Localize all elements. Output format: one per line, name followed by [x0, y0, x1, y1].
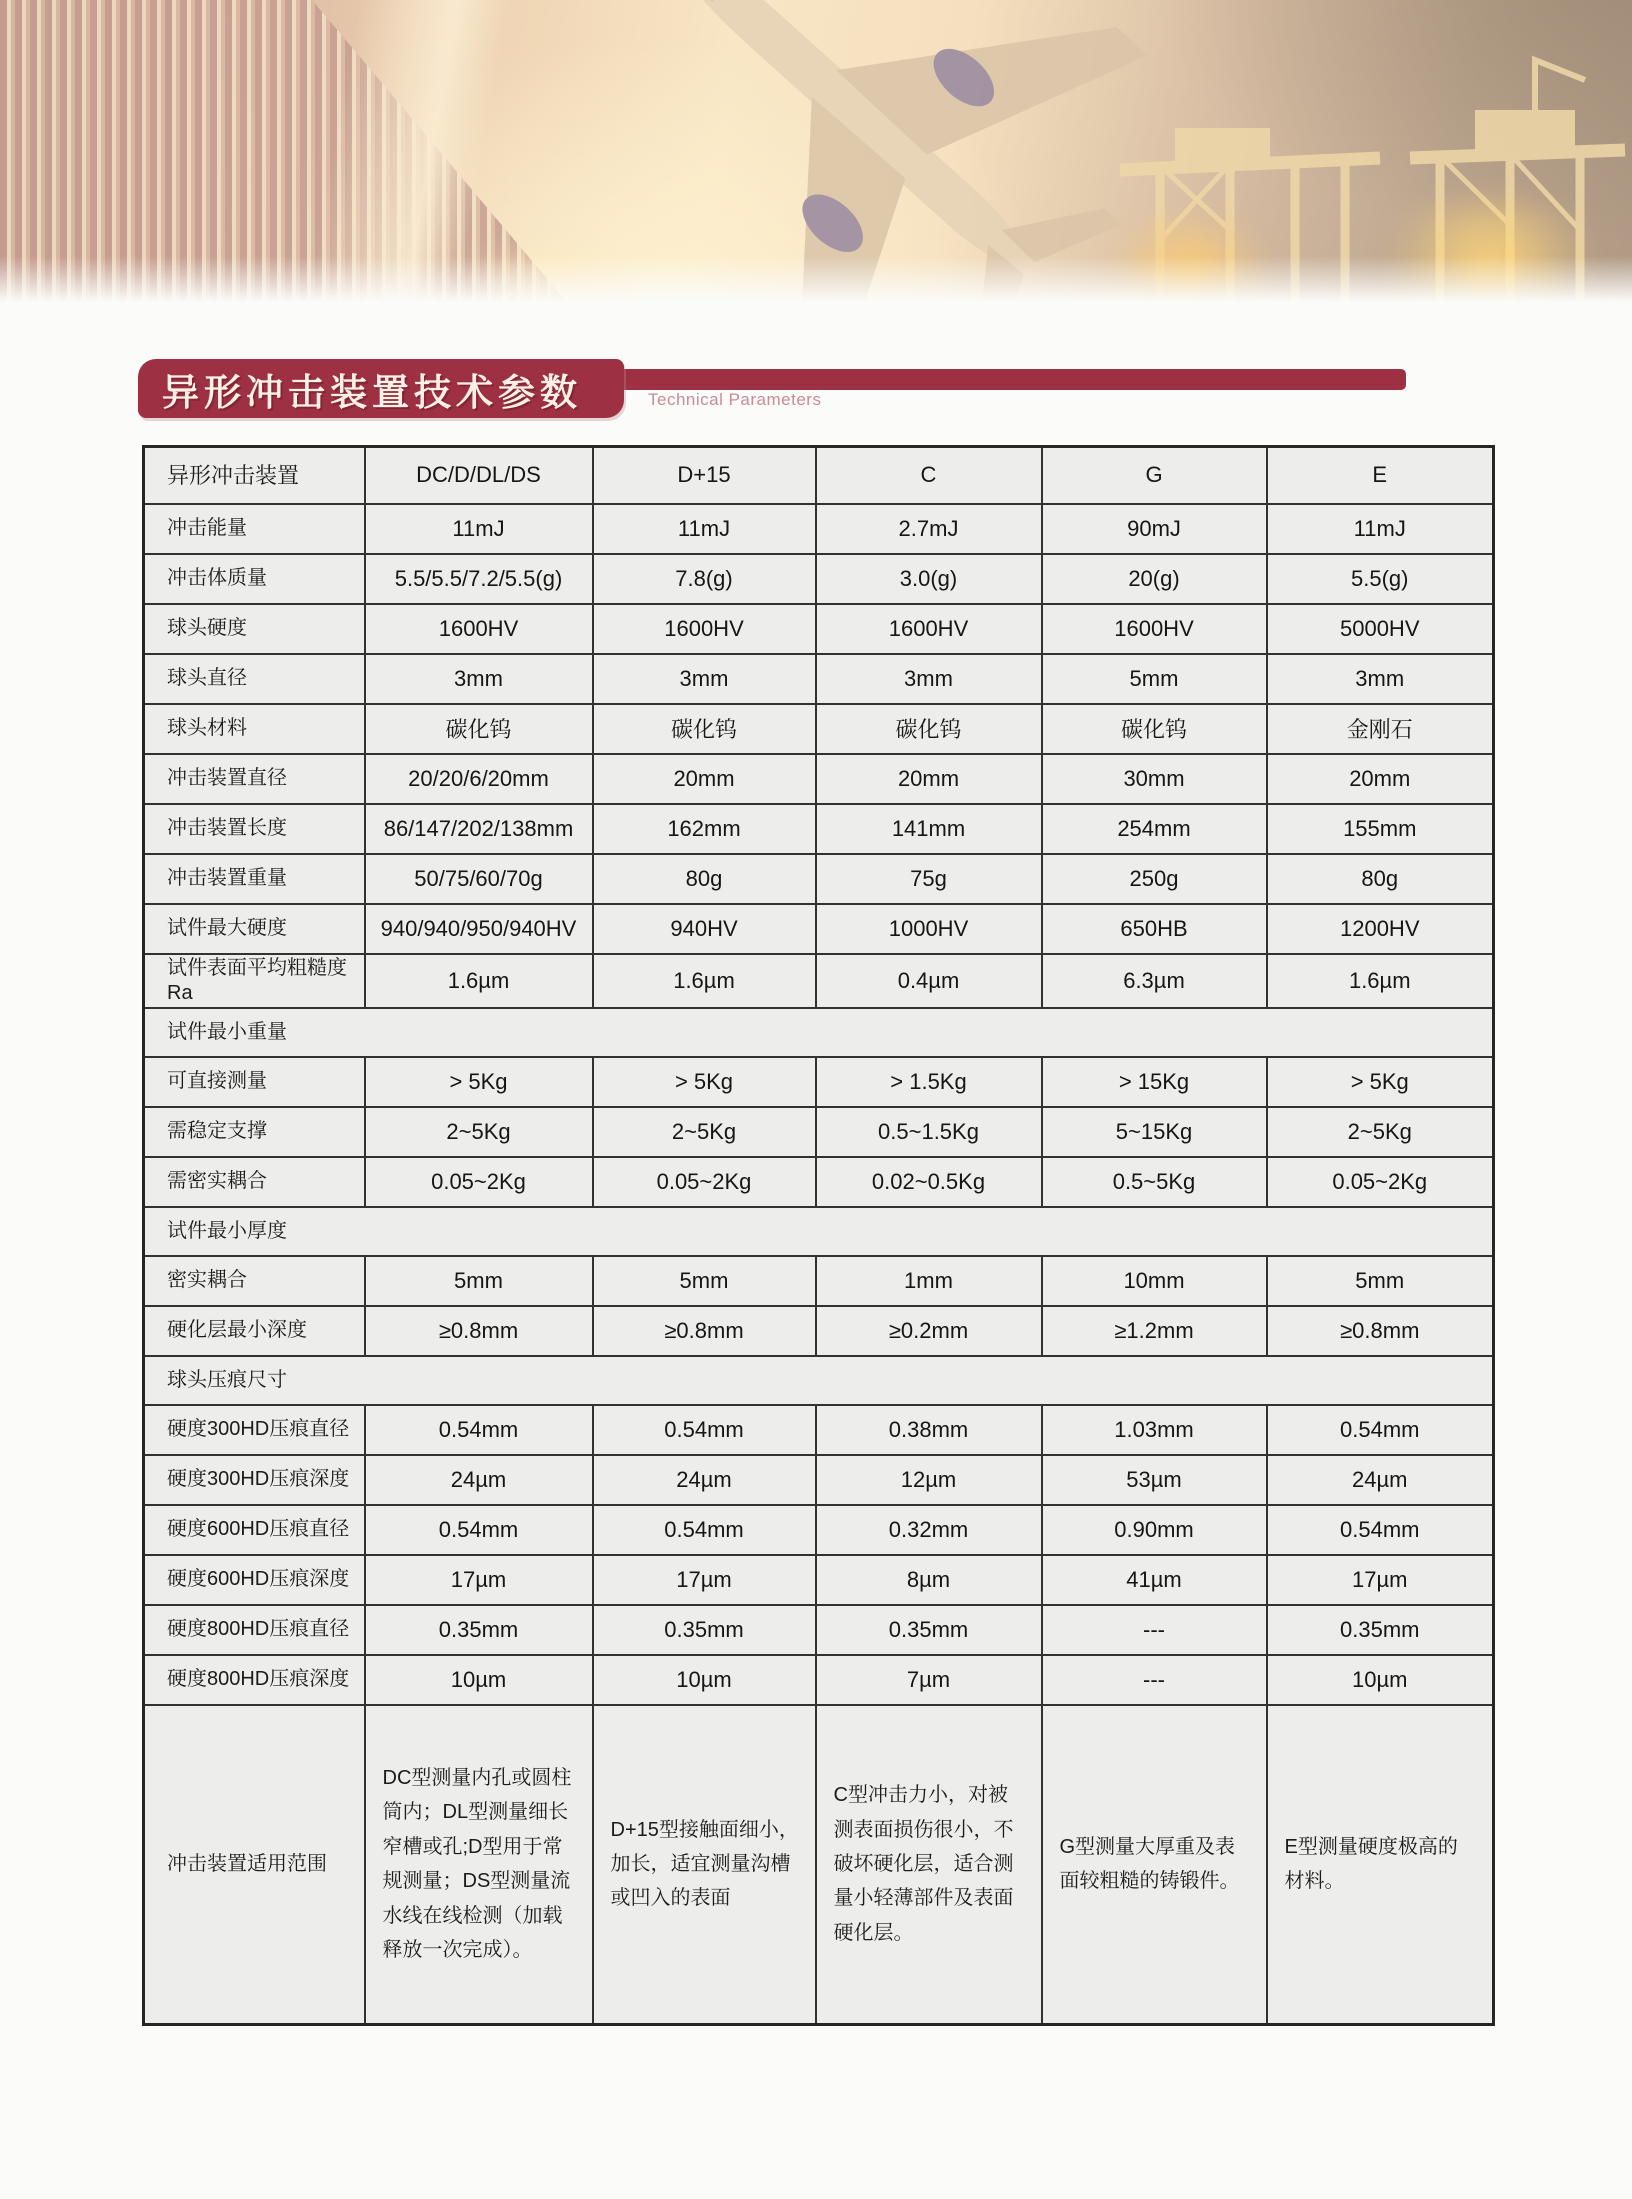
- table-row: [144, 1107, 1494, 1157]
- table-row: [144, 704, 1494, 754]
- table-row: [144, 1555, 1494, 1605]
- table-cell: 5mm: [593, 1256, 816, 1306]
- table-cell: 1.6µm: [365, 954, 593, 1008]
- table-cell: 0.05~2Kg: [365, 1157, 593, 1207]
- table-cell: 0.54mm: [593, 1505, 816, 1555]
- table-cell: G型测量大厚重及表面较粗糙的铸锻件。: [1042, 1705, 1267, 2025]
- table-row: [144, 954, 1494, 1008]
- table-cell: 1.03mm: [1042, 1405, 1267, 1455]
- table-row: [144, 754, 1494, 804]
- table-cell: 250g: [1042, 854, 1267, 904]
- table-cell: 41µm: [1042, 1555, 1267, 1605]
- table-cell: 12µm: [816, 1455, 1042, 1505]
- table-cell: 0.05~2Kg: [1267, 1157, 1494, 1207]
- table-cell: 254mm: [1042, 804, 1267, 854]
- table-cell: 5~15Kg: [1042, 1107, 1267, 1157]
- table-cell: 3mm: [593, 654, 816, 704]
- table-cell: 90mJ: [1042, 504, 1267, 554]
- table-cell: 940HV: [593, 904, 816, 954]
- row-label: 可直接测量: [144, 1057, 365, 1107]
- table-cell: 650HB: [1042, 904, 1267, 954]
- table-row: [144, 1655, 1494, 1705]
- row-label: 硬度300HD压痕直径: [144, 1405, 365, 1455]
- table-cell: E型测量硬度极高的材料。: [1267, 1705, 1494, 2025]
- table-cell: 7.8(g): [593, 554, 816, 604]
- table-cell: 3mm: [816, 654, 1042, 704]
- table-cell: 53µm: [1042, 1455, 1267, 1505]
- row-label: 硬度300HD压痕深度: [144, 1455, 365, 1505]
- table-cell: 20mm: [816, 754, 1042, 804]
- column-header: E: [1267, 447, 1494, 504]
- table-row: [144, 1057, 1494, 1107]
- table-cell: 0.35mm: [816, 1605, 1042, 1655]
- table-cell: > 5Kg: [1267, 1057, 1494, 1107]
- table-cell: 0.90mm: [1042, 1505, 1267, 1555]
- row-label: 密实耦合: [144, 1256, 365, 1306]
- table-cell: 20(g): [1042, 554, 1267, 604]
- table-cell: 0.35mm: [365, 1605, 593, 1655]
- table-cell: 5.5/5.5/7.2/5.5(g): [365, 554, 593, 604]
- table-cell: 金刚石: [1267, 704, 1494, 754]
- table-cell: 17µm: [593, 1555, 816, 1605]
- table-cell: 0.5~5Kg: [1042, 1157, 1267, 1207]
- section-row: [144, 1207, 1494, 1256]
- hero-bottom-fade: [0, 256, 1632, 306]
- table-cell: 0.4µm: [816, 954, 1042, 1008]
- table-row: [144, 1705, 1494, 2025]
- table-cell: 3.0(g): [816, 554, 1042, 604]
- table-cell: 0.54mm: [1267, 1505, 1494, 1555]
- table-row: [144, 1256, 1494, 1306]
- table-cell: ≥0.8mm: [365, 1306, 593, 1356]
- table-cell: 碳化钨: [365, 704, 593, 754]
- table-cell: 11mJ: [593, 504, 816, 554]
- table-cell: 2~5Kg: [1267, 1107, 1494, 1157]
- row-label: 硬度800HD压痕深度: [144, 1655, 365, 1705]
- table-cell: 1600HV: [816, 604, 1042, 654]
- table-row: [144, 654, 1494, 704]
- table-cell: 10mm: [1042, 1256, 1267, 1306]
- row-label: 试件最大硬度: [144, 904, 365, 954]
- table-cell: 1.6µm: [593, 954, 816, 1008]
- row-label: 硬化层最小深度: [144, 1306, 365, 1356]
- table-cell: > 1.5Kg: [816, 1057, 1042, 1107]
- table-cell: 10µm: [365, 1655, 593, 1705]
- table-cell: 24µm: [1267, 1455, 1494, 1505]
- table-cell: 7µm: [816, 1655, 1042, 1705]
- table-cell: 17µm: [1267, 1555, 1494, 1605]
- table-cell: 80g: [1267, 854, 1494, 904]
- table-cell: 0.54mm: [365, 1405, 593, 1455]
- table-cell: 11mJ: [365, 504, 593, 554]
- table-cell: ≥1.2mm: [1042, 1306, 1267, 1356]
- parameters-table: [142, 445, 1495, 2026]
- table-cell: 30mm: [1042, 754, 1267, 804]
- table-cell: 0.35mm: [1267, 1605, 1494, 1655]
- hero-photo: [0, 0, 1632, 306]
- row-label: 冲击能量: [144, 504, 365, 554]
- column-header: D+15: [593, 447, 816, 504]
- table-cell: 碳化钨: [816, 704, 1042, 754]
- table-cell: 5mm: [1042, 654, 1267, 704]
- table-cell: 1000HV: [816, 904, 1042, 954]
- table-cell: 0.54mm: [1267, 1405, 1494, 1455]
- table-cell: 24µm: [365, 1455, 593, 1505]
- table-cell: 3mm: [365, 654, 593, 704]
- table-cell: 10µm: [1267, 1655, 1494, 1705]
- table-cell: D+15型接触面细小，加长，适宜测量沟槽或凹入的表面: [593, 1705, 816, 2025]
- table-cell: 75g: [816, 854, 1042, 904]
- table-cell: 0.32mm: [816, 1505, 1042, 1555]
- table-cell: ---: [1042, 1655, 1267, 1705]
- row-label: 需密实耦合: [144, 1157, 365, 1207]
- table-cell: 141mm: [816, 804, 1042, 854]
- table-cell: ≥0.8mm: [1267, 1306, 1494, 1356]
- table-cell: > 5Kg: [365, 1057, 593, 1107]
- table-cell: 5.5(g): [1267, 554, 1494, 604]
- table-cell: 5mm: [1267, 1256, 1494, 1306]
- table-cell: 0.5~1.5Kg: [816, 1107, 1042, 1157]
- table-cell: DC型测量内孔或圆柱筒内；DL型测量细长窄槽或孔;D型用于常规测量；DS型测量流水线在线检测（加载释放一次完成）。: [365, 1705, 593, 2025]
- column-header: DC/D/DL/DS: [365, 447, 593, 504]
- row-label: 硬度600HD压痕深度: [144, 1555, 365, 1605]
- row-label: 冲击装置适用范围: [144, 1705, 365, 2025]
- page-subtitle: Technical Parameters: [648, 390, 822, 409]
- table-cell: 0.54mm: [593, 1405, 816, 1455]
- table-cell: 8µm: [816, 1555, 1042, 1605]
- row-label: 球头直径: [144, 654, 365, 704]
- section-label: 试件最小重量: [144, 1008, 1494, 1057]
- row-label: 球头硬度: [144, 604, 365, 654]
- section-row: [144, 1008, 1494, 1057]
- table-row: [144, 1157, 1494, 1207]
- table-cell: 5000HV: [1267, 604, 1494, 654]
- table-cell: 碳化钨: [1042, 704, 1267, 754]
- table-cell: 碳化钨: [593, 704, 816, 754]
- table-cell: 6.3µm: [1042, 954, 1267, 1008]
- table-row: [144, 1505, 1494, 1555]
- table-cell: 2.7mJ: [816, 504, 1042, 554]
- table-cell: 2~5Kg: [593, 1107, 816, 1157]
- column-header: G: [1042, 447, 1267, 504]
- page-title: 异形冲击装置技术参数: [162, 371, 582, 413]
- table-cell: ≥0.2mm: [816, 1306, 1042, 1356]
- table-cell: 162mm: [593, 804, 816, 854]
- row-label: 球头材料: [144, 704, 365, 754]
- table-cell: 20mm: [593, 754, 816, 804]
- column-header-row: [144, 447, 1494, 504]
- table-cell: 1600HV: [365, 604, 593, 654]
- table-row: [144, 604, 1494, 654]
- table-cell: 80g: [593, 854, 816, 904]
- table-cell: 0.35mm: [593, 1605, 816, 1655]
- title-banner: [138, 359, 624, 418]
- section-row: [144, 1356, 1494, 1405]
- table-cell: 940/940/950/940HV: [365, 904, 593, 954]
- table-cell: 0.38mm: [816, 1405, 1042, 1455]
- table-cell: 2~5Kg: [365, 1107, 593, 1157]
- column-header-label: 异形冲击装置: [144, 447, 365, 504]
- table-cell: 86/147/202/138mm: [365, 804, 593, 854]
- table-row: [144, 904, 1494, 954]
- table-row: [144, 504, 1494, 554]
- section-label: 球头压痕尺寸: [144, 1356, 1494, 1405]
- table-cell: ---: [1042, 1605, 1267, 1655]
- table-cell: 0.05~2Kg: [593, 1157, 816, 1207]
- table-cell: 1600HV: [1042, 604, 1267, 654]
- table-cell: C型冲击力小，对被测表面损伤很小，不破坏硬化层，适合测量小轻薄部件及表面硬化层。: [816, 1705, 1042, 2025]
- table-row: [144, 1455, 1494, 1505]
- table-row: [144, 854, 1494, 904]
- table-cell: 1600HV: [593, 604, 816, 654]
- row-label: 需稳定支撑: [144, 1107, 365, 1157]
- table-cell: 1200HV: [1267, 904, 1494, 954]
- table-cell: 11mJ: [1267, 504, 1494, 554]
- row-label: 冲击装置重量: [144, 854, 365, 904]
- table-cell: 1mm: [816, 1256, 1042, 1306]
- row-label: 冲击体质量: [144, 554, 365, 604]
- table-cell: ≥0.8mm: [593, 1306, 816, 1356]
- table-cell: 50/75/60/70g: [365, 854, 593, 904]
- table-row: [144, 554, 1494, 604]
- row-label: 冲击装置直径: [144, 754, 365, 804]
- table-cell: 155mm: [1267, 804, 1494, 854]
- table-row: [144, 1306, 1494, 1356]
- table-cell: 0.02~0.5Kg: [816, 1157, 1042, 1207]
- table-cell: 10µm: [593, 1655, 816, 1705]
- column-header: C: [816, 447, 1042, 504]
- table-row: [144, 804, 1494, 854]
- row-label: 冲击装置长度: [144, 804, 365, 854]
- section-label: 试件最小厚度: [144, 1207, 1494, 1256]
- table-cell: 20mm: [1267, 754, 1494, 804]
- table-row: [144, 1405, 1494, 1455]
- row-label: 硬度600HD压痕直径: [144, 1505, 365, 1555]
- table-cell: 17µm: [365, 1555, 593, 1605]
- row-label: 试件表面平均粗糙度Ra: [144, 954, 365, 1008]
- table-cell: 3mm: [1267, 654, 1494, 704]
- table-row: [144, 1605, 1494, 1655]
- table-cell: 20/20/6/20mm: [365, 754, 593, 804]
- table-cell: > 15Kg: [1042, 1057, 1267, 1107]
- table-cell: 24µm: [593, 1455, 816, 1505]
- table-cell: 5mm: [365, 1256, 593, 1306]
- table-cell: > 5Kg: [593, 1057, 816, 1107]
- table-cell: 0.54mm: [365, 1505, 593, 1555]
- row-label: 硬度800HD压痕直径: [144, 1605, 365, 1655]
- table-cell: 1.6µm: [1267, 954, 1494, 1008]
